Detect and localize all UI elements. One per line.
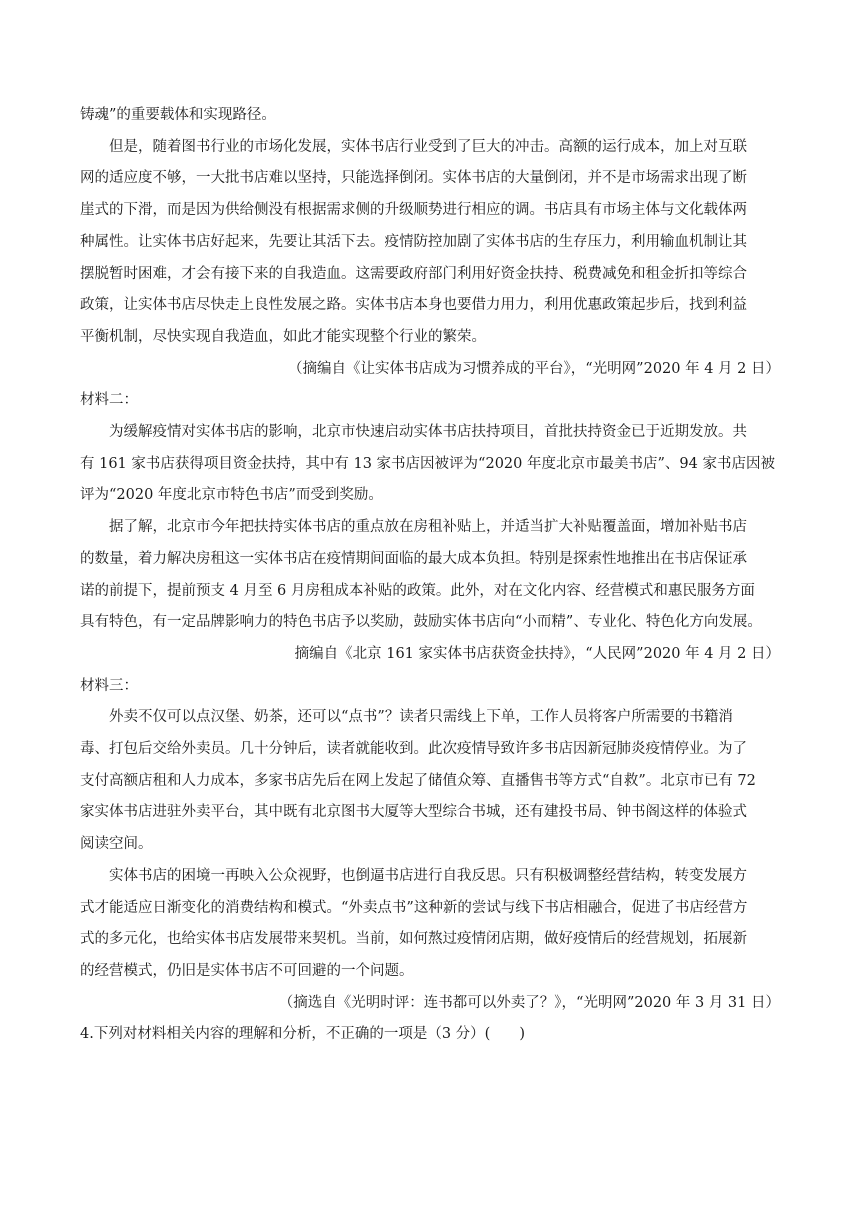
material-3-paragraph-2 — [80, 861, 780, 988]
paragraph-line: 铸魂”的重要载体和实现路径。 — [80, 107, 276, 123]
paragraph-line: 阅读空间。 — [80, 836, 153, 853]
material-3-paragraph-1 — [80, 702, 780, 861]
paragraph-line: 式的多元化，也给实体书店发展带来契机。当前，如何熬过疫情闭店期，做好疫情后的经营规划，拓展新 — [80, 931, 747, 948]
material-2-paragraph-1 — [80, 417, 780, 512]
source-citation: 摘编自《北京 161 家实体书店获资金扶持》，“人民网”2020 年 4 月 2 日） — [294, 645, 780, 662]
paragraph-line: 实体书店的困境一再映入公众视野，也倒逼书店进行自我反思。只有积极调整经营结构，转变发展方 — [109, 867, 747, 884]
paragraph-line: 为缓解疫情对实体书店的影响，北京市快速启动实体书店扶持项目，首批扶持资金已于近期发放。共 — [109, 424, 747, 441]
source-citation: （摘选自《光明时评：连书都可以外卖了？》，“光明网”2020 年 3 月 31 日） — [278, 994, 780, 1011]
question-4: 4.下列对材料相关内容的理解和分析，不正确的一项是（3 分）( ) — [80, 1026, 525, 1043]
paragraph-line: 网的适应度不够，一大批书店难以坚持，只能选择倒闭。实体书店的大量倒闭，并不是市场需求出现了断 — [80, 170, 747, 187]
section-heading: 材料三： — [80, 677, 138, 694]
paragraph-line: 摆脱暂时困难，才会有接下来的自我造血。这需要政府部门利用好资金扶持、税费减免和租金折扣等综合 — [80, 265, 747, 282]
material-2 — [80, 385, 780, 670]
paragraph-line: 具有特色，有一定品牌影响力的特色书店予以奖励，鼓励实体书店向“小而精”、专业化、特色化方向发展。 — [80, 614, 762, 631]
material-2-paragraph-2 — [80, 512, 780, 639]
paragraph-line: 家实体书店进驻外卖平台，其中既有北京图书大厦等大型综合书城，还有建投书局、钟书阁这样的体验式 — [80, 804, 747, 821]
paragraph-line: 崖式的下滑，而是因为供给侧没有根据需求侧的升级顺势进行相应的调。书店具有市场主体与文化载体两 — [80, 202, 747, 219]
material-1-tail — [80, 100, 780, 385]
paragraph-line: 平衡机制，尽快实现自我造血，如此才能实现整个行业的繁荣。 — [80, 328, 486, 345]
paragraph-line: 的数量，着力解决房租这一实体书店在疫情期间面临的最大成本负担。特别是探索性地推出在书店保证承 — [80, 550, 747, 567]
document-page — [80, 100, 780, 1051]
paragraph-line: 诺的前提下，提前预支 4 月至 6 月房租成本补贴的政策。此外，对在文化内容、经营模式和惠民服务方面 — [80, 582, 755, 599]
paragraph-line: 但是，随着图书行业的市场化发展，实体书店行业受到了巨大的冲击。高额的运行成本，加上对互联 — [109, 138, 747, 155]
section-heading: 材料二： — [80, 392, 138, 409]
paragraph-line: 据了解，北京市今年把扶持实体书店的重点放在房租补贴上，并适当扩大补贴覆盖面，增加补贴书店 — [109, 519, 747, 536]
paragraph-line: 政策，让实体书店尽快走上良性发展之路。实体书店本身也要借力用力，利用优惠政策起步后，找到利益 — [80, 297, 747, 314]
paragraph-line: 支付高额店租和人力成本，多家书店先后在网上发起了储值众筹、直播售书等方式“自救”。北京市已有 72 — [80, 772, 756, 789]
paragraph-line: 外卖不仅可以点汉堡、奶茶，还可以“点书”？读者只需线上下单，工作人员将客户所需要的书籍消 — [109, 709, 733, 726]
material-3 — [80, 671, 780, 1020]
paragraph-line: 式才能适应日渐变化的消费结构和模式。“外卖点书”这种新的尝试与线下书店相融合，促进了书店经营方 — [80, 899, 748, 916]
paragraph-line: 种属性。让实体书店好起来，先要让其活下去。疫情防控加剧了实体书店的生存压力，利用输血机制让其 — [80, 233, 747, 250]
paragraph-line: 有 161 家书店获得项目资金扶持，其中有 13 家书店因被评为“2020 年度北京市最美书店”、94 家书店因被 — [80, 455, 775, 472]
paragraph-line: 的经营模式，仍旧是实体书店不可回避的一个问题。 — [80, 962, 414, 979]
source-citation: （摘编自《让实体书店成为习惯养成的平台》，“光明网”2020 年 4 月 2 日） — [288, 360, 780, 377]
material-1-paragraph-2 — [80, 132, 780, 354]
paragraph-line: 评为“2020 年度北京市特色书店”而受到奖励。 — [80, 487, 383, 504]
paragraph-line: 毒、打包后交给外卖员。几十分钟后，读者就能收到。此次疫情导致许多书店因新冠肺炎疫情停业。为了 — [80, 741, 747, 758]
